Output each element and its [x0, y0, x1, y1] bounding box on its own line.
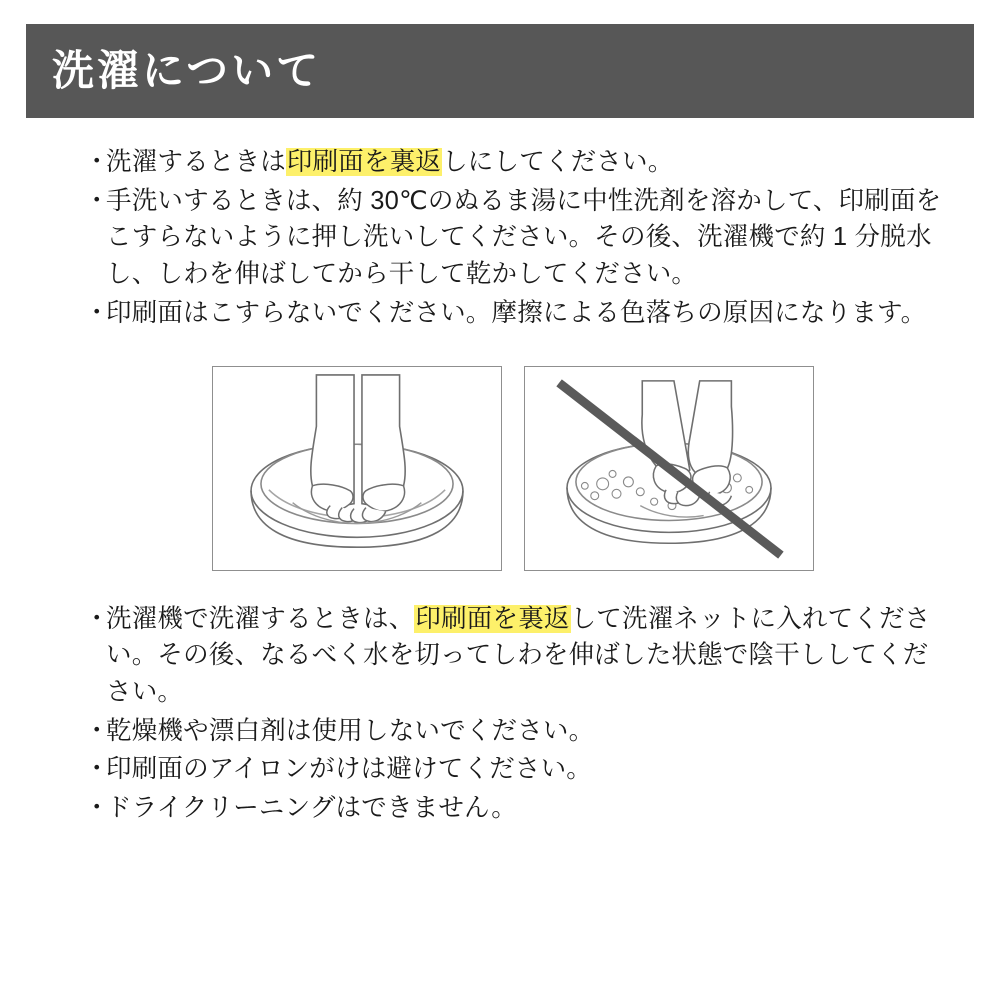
- highlighted-text: 印刷面を裏返: [286, 148, 442, 176]
- list-item-text: 手洗いするときは、約 30℃のぬるま湯に中性洗剤を溶かして、印刷面をこすらないように押し洗いしてください。その後、洗濯機で約 1 分脱水し、しわを伸ばしてから干して乾かしてください。: [106, 186, 942, 289]
- bullet-icon: ・: [84, 604, 110, 633]
- bullet-icon: ・: [84, 716, 110, 745]
- text-run: 洗濯機で洗濯するときは、: [106, 604, 415, 633]
- text-run: しにしてください。: [442, 148, 674, 176]
- scrub-wash-basin-prohibited-figure: [524, 366, 814, 571]
- list-item: [84, 183, 942, 293]
- list-item-text: [106, 144, 942, 181]
- illustration-row: [84, 366, 942, 571]
- page-header: [26, 24, 974, 118]
- bullet-icon: ・: [84, 794, 110, 823]
- instruction-list-top: [84, 144, 942, 332]
- list-item-text: ドライクリーニングはできません。: [106, 794, 517, 823]
- list-item: [84, 144, 942, 181]
- list-item: [84, 713, 942, 750]
- page-title: 洗濯について: [52, 47, 322, 94]
- bullet-icon: ・: [84, 298, 110, 327]
- list-item-text: 印刷面はこすらないでください。摩擦による色落ちの原因になります。: [106, 298, 927, 327]
- list-item: [84, 295, 942, 332]
- instruction-list-bottom: [84, 601, 942, 827]
- list-item-text: 乾燥機や漂白剤は使用しないでください。: [106, 716, 595, 745]
- bullet-icon: ・: [84, 186, 110, 215]
- hand-wash-basin-ok-figure: [212, 366, 502, 571]
- text-run: 洗濯するときは: [106, 148, 286, 176]
- list-item-text: 印刷面のアイロンがけは避けてください。: [106, 755, 593, 784]
- list-item: [84, 601, 942, 711]
- text-run: して洗濯ネットに入れてください。その後、なるべく水を切ってしわを伸ばした状態で陰干ししてください。: [106, 604, 931, 707]
- list-item-text: [106, 601, 942, 711]
- list-item: [84, 790, 942, 827]
- instructions-body: [26, 144, 974, 827]
- list-item: [84, 751, 942, 788]
- highlighted-text: 印刷面を裏返: [415, 604, 570, 633]
- bullet-icon: ・: [84, 755, 110, 784]
- bullet-icon: ・: [84, 148, 110, 176]
